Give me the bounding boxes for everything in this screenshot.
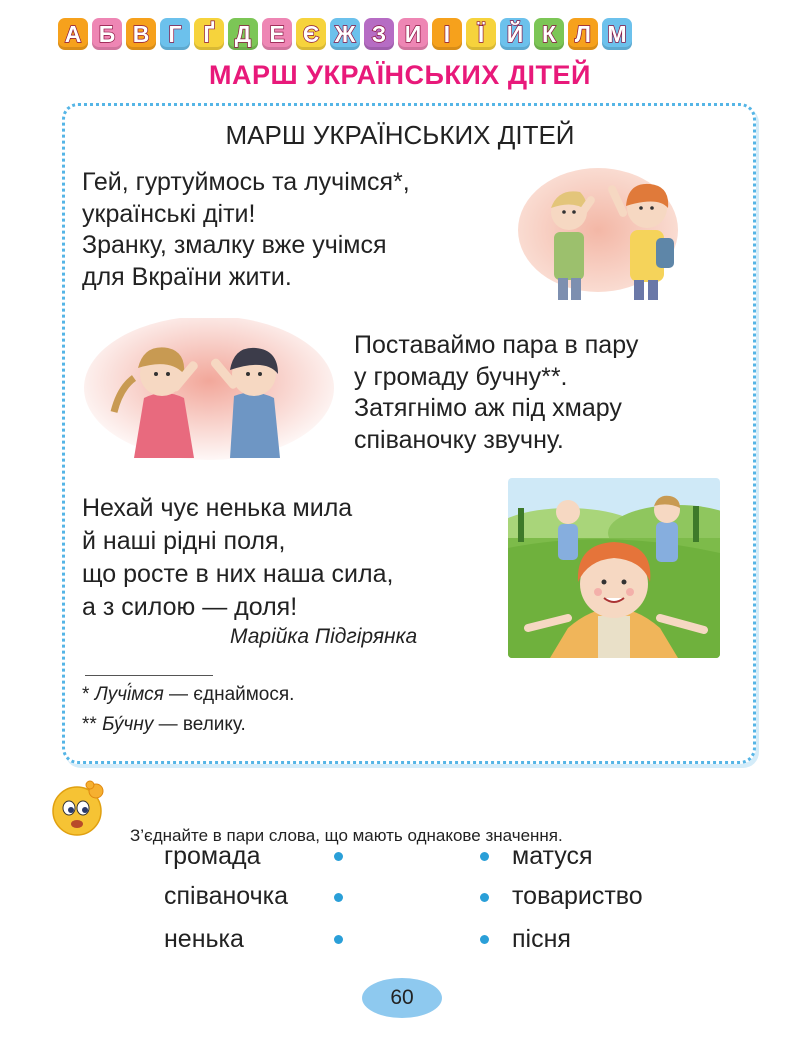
letter-tile xyxy=(398,18,428,50)
stanza-2 xyxy=(354,330,638,456)
stanza-3 xyxy=(82,492,393,624)
letter: К xyxy=(541,20,557,47)
letter: З xyxy=(371,20,387,47)
footnote-marker: ** xyxy=(82,714,103,735)
letter-tile xyxy=(262,18,292,50)
poem-line: Затягнімо аж під хмару xyxy=(354,394,622,422)
poem-line: що росте в них наша сила, xyxy=(82,560,394,588)
footnote-word: Бу́чну xyxy=(102,714,154,735)
letter-tile xyxy=(330,18,360,50)
task-instruction: З’єднайте в пари слова, що мають однакове значення. xyxy=(130,826,563,845)
poem-title: МАРШ УКРАЇНСЬКИХ ДІТЕЙ xyxy=(225,120,575,150)
page-heading: МАРШ УКРАЇНСЬКИХ ДІТЕЙ xyxy=(209,60,591,90)
letter: Й xyxy=(506,20,524,47)
alphabet-strip xyxy=(58,18,632,50)
letter-tile xyxy=(432,18,462,50)
poem-line: а з силою — доля! xyxy=(82,593,298,621)
letter-tile xyxy=(160,18,190,50)
illustration-kids-high-five xyxy=(518,160,698,300)
letter-tile xyxy=(228,18,258,50)
letter: Г xyxy=(168,20,182,47)
letter-tile xyxy=(364,18,394,50)
match-right-dot[interactable] xyxy=(480,935,489,944)
letter: Д xyxy=(234,20,252,47)
match-left-dot[interactable] xyxy=(334,893,343,902)
poem-line: українські діти! xyxy=(82,199,256,228)
poem-line: Зранку, змалку вже учімся xyxy=(82,231,387,259)
letter-tile xyxy=(296,18,326,50)
poem-line: у громаду бучну**. xyxy=(354,362,568,391)
thinking-face-icon xyxy=(50,780,110,838)
poem-line: Гей, гуртуймось та лучімся*, xyxy=(82,168,410,196)
letter-tile xyxy=(500,18,530,50)
letter-tile xyxy=(126,18,156,50)
letter-tile xyxy=(58,18,88,50)
match-left-dot[interactable] xyxy=(334,935,343,944)
letter-tile xyxy=(92,18,122,50)
letter: Ж xyxy=(334,20,356,47)
letter: Ї xyxy=(477,20,485,47)
match-right-word: товариство xyxy=(512,882,643,910)
footnote-definition: — єднаймося. xyxy=(163,684,295,705)
page-number: 60 xyxy=(362,978,442,1018)
illustration-girls-clapping xyxy=(84,318,334,468)
letter: Л xyxy=(574,20,592,47)
letter-tile xyxy=(466,18,496,50)
poem-line: Поставаймо пара в пару xyxy=(354,331,639,359)
letter-tile xyxy=(194,18,224,50)
letter-tile xyxy=(568,18,598,50)
footnote-definition: — велику. xyxy=(153,714,246,735)
match-right-word: пісня xyxy=(512,925,571,953)
letter: М xyxy=(607,20,627,47)
poem-line: співаночку звучну. xyxy=(354,425,564,454)
letter: А xyxy=(64,20,82,47)
letter-tile xyxy=(534,18,564,50)
footnote-2 xyxy=(82,714,246,736)
poem-line: й наші рідні поля, xyxy=(82,527,286,555)
letter: Е xyxy=(269,20,285,47)
match-right-dot[interactable] xyxy=(480,893,489,902)
letter: І xyxy=(443,20,451,47)
match-right-word: матуся xyxy=(512,842,593,870)
match-right-dot[interactable] xyxy=(480,852,489,861)
match-left-dot[interactable] xyxy=(334,852,343,861)
footnote-1 xyxy=(82,684,294,706)
letter: Б xyxy=(98,20,116,47)
match-left-word: співаночка xyxy=(164,882,289,910)
footnote-marker: * xyxy=(82,684,95,705)
illustration-children-meadow xyxy=(508,478,720,658)
stanza-1 xyxy=(82,167,410,293)
letter-tile xyxy=(602,18,632,50)
poem-author: Марійка Підгірянка xyxy=(230,625,418,648)
letter: И xyxy=(404,20,422,47)
match-left-word: громада xyxy=(164,842,261,870)
footnote-divider xyxy=(85,675,213,676)
letter: Є xyxy=(302,20,320,47)
poem-line: Нехай чує ненька мила xyxy=(82,494,353,522)
footnote-word: Лучі́мся xyxy=(94,684,164,705)
poem-line: для Вкраїни жити. xyxy=(82,262,292,291)
match-left-word: ненька xyxy=(164,925,244,953)
letter: Ґ xyxy=(203,20,215,47)
letter: В xyxy=(132,20,150,47)
